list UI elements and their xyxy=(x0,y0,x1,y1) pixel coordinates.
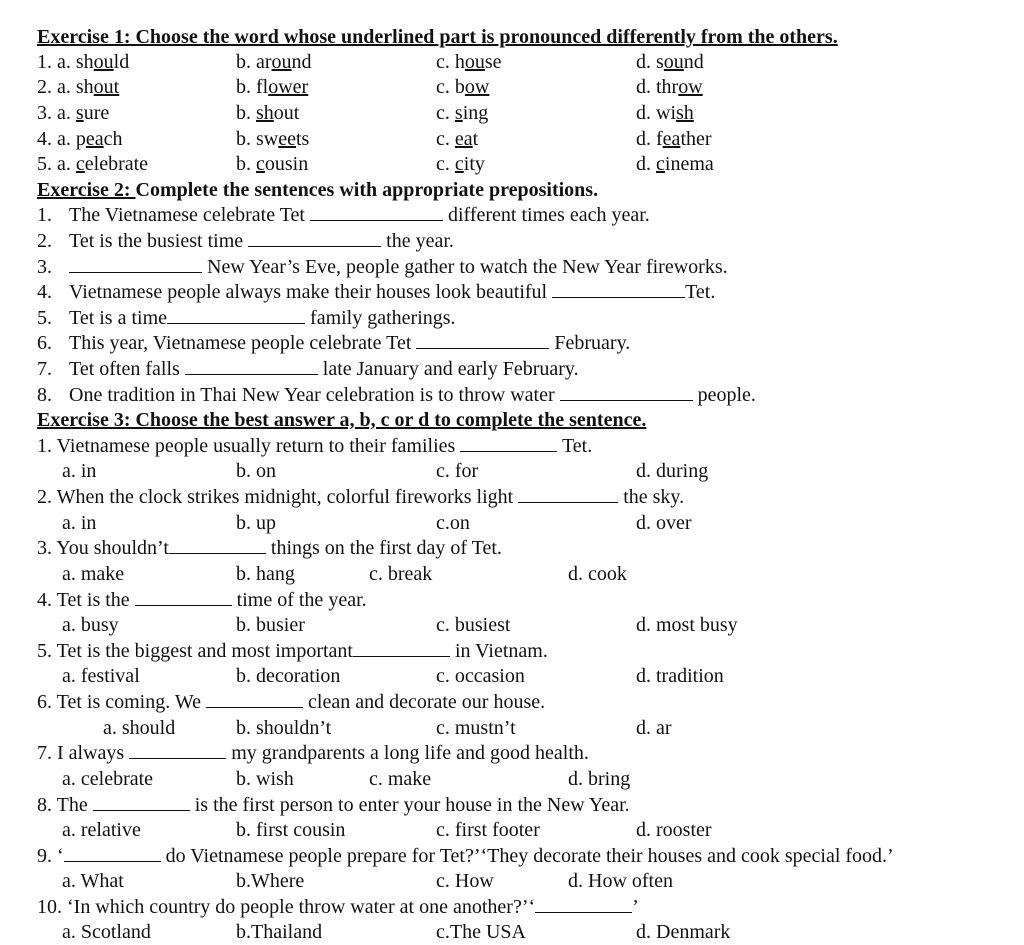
ex3-q4-opt-c: c. busiest xyxy=(436,614,511,636)
ex3-q9-opt-d: d. How often xyxy=(568,870,673,892)
ex3-q9-opt-a: a. What xyxy=(62,870,124,892)
ex1-q4-c: c. eat xyxy=(436,128,479,150)
ex3-q8-opt-b: b. first cousin xyxy=(236,819,346,841)
ex1-q5-a: 5. a. celebrate xyxy=(37,153,149,175)
ex3-q8-opt-c: c. first footer xyxy=(436,819,540,841)
ex3-q5-opt-a: a. festival xyxy=(62,665,140,687)
ex1-q2-d: d. throw xyxy=(636,76,703,98)
ex1-q3-b: b. shout xyxy=(236,102,300,124)
ex3-q9-opt-b: b.Where xyxy=(236,870,305,892)
ex3-q6-opt-a: a. should xyxy=(103,717,176,739)
ex3-q6-opt-c: c. mustn’t xyxy=(436,717,516,739)
ex3-q1-opt-c: c. for xyxy=(436,460,479,482)
ex1-q1-b: b. around xyxy=(236,51,312,73)
ex3-q7-opt-a: a. celebrate xyxy=(62,768,154,790)
ex3-q4-opt-b: b. busier xyxy=(236,614,305,636)
ex3-q10-opt-d: d. Denmark xyxy=(636,921,731,943)
exercise-2-title: Exercise 2: Complete the sentences with appropriate prepositions. xyxy=(37,179,599,201)
ex3-q10-opt-c: c.The USA xyxy=(436,921,526,943)
ex1-q3-a: 3. a. sure xyxy=(37,102,110,124)
ex2-item-6: 6. This year, Vietnamese people celebrate Tet February. xyxy=(37,332,631,354)
ex3-q6-opt-b: b. shouldn’t xyxy=(236,717,332,739)
ex3-q7-opt-d: d. bring xyxy=(568,768,631,790)
ex1-q4-b: b. sweets xyxy=(236,128,310,150)
ex2-item-8: 8. One tradition in Thai New Year celebration is to throw water people. xyxy=(37,384,756,406)
ex1-q2-a: 2. a. shout xyxy=(37,76,120,98)
ex3-q1-opt-a: a. in xyxy=(62,460,97,482)
ex3-q2-opt-d: d. over xyxy=(636,512,692,534)
ex3-q1: 1. Vietnamese people usually return to their families Tet. xyxy=(37,435,593,457)
ex3-q4: 4. Tet is the time of the year. xyxy=(37,589,367,611)
ex3-q1-opt-d: d. during xyxy=(636,460,709,482)
ex3-q7-opt-b: b. wish xyxy=(236,768,294,790)
ex3-q6: 6. Tet is coming. We clean and decorate our house. xyxy=(37,691,546,713)
ex3-q8-opt-a: a. relative xyxy=(62,819,141,841)
ex3-q7-opt-c: c. make xyxy=(369,768,432,790)
ex2-item-5: 5. Tet is a time family gatherings. xyxy=(37,307,456,329)
ex3-q8: 8. The is the first person to enter your house in the New Year. xyxy=(37,794,630,816)
ex2-item-3: 3. New Year’s Eve, people gather to watch the New Year fireworks. xyxy=(37,256,728,278)
ex1-q3-c: c. sing xyxy=(436,102,489,124)
exercise-3-title: Exercise 3: Choose the best answer a, b, c or d to complete the sentence. xyxy=(37,409,647,431)
exercise-1-title: Exercise 1: Choose the word whose underlined part is pronounced differently from the others. xyxy=(37,26,838,48)
ex1-q5-c: c. city xyxy=(436,153,485,175)
ex3-q9: 9. ‘ do Vietnamese people prepare for Tet?’‘They decorate their houses and cook special food.’ xyxy=(37,845,894,867)
ex1-q5-b: b. cousin xyxy=(236,153,309,175)
ex1-q2-b: b. flower xyxy=(236,76,309,98)
ex3-q10: 10. ‘In which country do people throw water at one another?’‘ ’ xyxy=(37,896,639,918)
ex2-item-2: 2. Tet is the busiest time the year. xyxy=(37,230,454,252)
ex3-q1-opt-b: b. on xyxy=(236,460,276,482)
ex3-q5-opt-d: d. tradition xyxy=(636,665,724,687)
ex3-q2: 2. When the clock strikes midnight, colorful fireworks light the sky. xyxy=(37,486,685,508)
ex1-q4-d: d. feather xyxy=(636,128,712,150)
ex2-item-4: 4. Vietnamese people always make their houses look beautiful Tet. xyxy=(37,281,716,303)
ex1-q1-d: d. sound xyxy=(636,51,704,73)
ex1-q1-a: 1. a. should xyxy=(37,51,130,73)
ex3-q9-opt-c: c. How xyxy=(436,870,494,892)
ex3-q5-opt-c: c. occasion xyxy=(436,665,525,687)
ex3-q10-opt-b: b.Thailand xyxy=(236,921,323,943)
ex3-q3: 3. You shouldn’t things on the first day of Tet. xyxy=(37,537,502,559)
ex2-item-7: 7. Tet often falls late January and early February. xyxy=(37,358,579,380)
ex3-q6-opt-d: d. ar xyxy=(636,717,672,739)
ex3-q3-opt-b: b. hang xyxy=(236,563,295,585)
ex3-q8-opt-d: d. rooster xyxy=(636,819,712,841)
ex3-q7: 7. I always my grandparents a long life and good health. xyxy=(37,742,589,764)
ex1-q4-a: 4. a. peach xyxy=(37,128,123,150)
ex2-item-1: 1. The Vietnamese celebrate Tet different times each year. xyxy=(37,204,650,226)
ex1-q3-d: d. wish xyxy=(636,102,694,124)
ex3-q10-opt-a: a. Scotland xyxy=(62,921,151,943)
ex1-q2-c: c. bow xyxy=(436,76,490,98)
ex3-q5-opt-b: b. decoration xyxy=(236,665,341,687)
ex3-q3-opt-d: d. cook xyxy=(568,563,627,585)
ex3-q5: 5. Tet is the biggest and most important in Vietnam. xyxy=(37,640,548,662)
ex3-q4-opt-a: a. busy xyxy=(62,614,119,636)
ex3-q3-opt-c: c. break xyxy=(369,563,433,585)
ex1-q1-c: c. house xyxy=(436,51,502,73)
ex3-q2-opt-a: a. in xyxy=(62,512,97,534)
ex3-q4-opt-d: d. most busy xyxy=(636,614,738,636)
ex3-q2-opt-b: b. up xyxy=(236,512,276,534)
ex3-q2-opt-c: c.on xyxy=(436,512,470,534)
ex1-q5-d: d. cinema xyxy=(636,153,714,175)
ex3-q3-opt-a: a. make xyxy=(62,563,125,585)
